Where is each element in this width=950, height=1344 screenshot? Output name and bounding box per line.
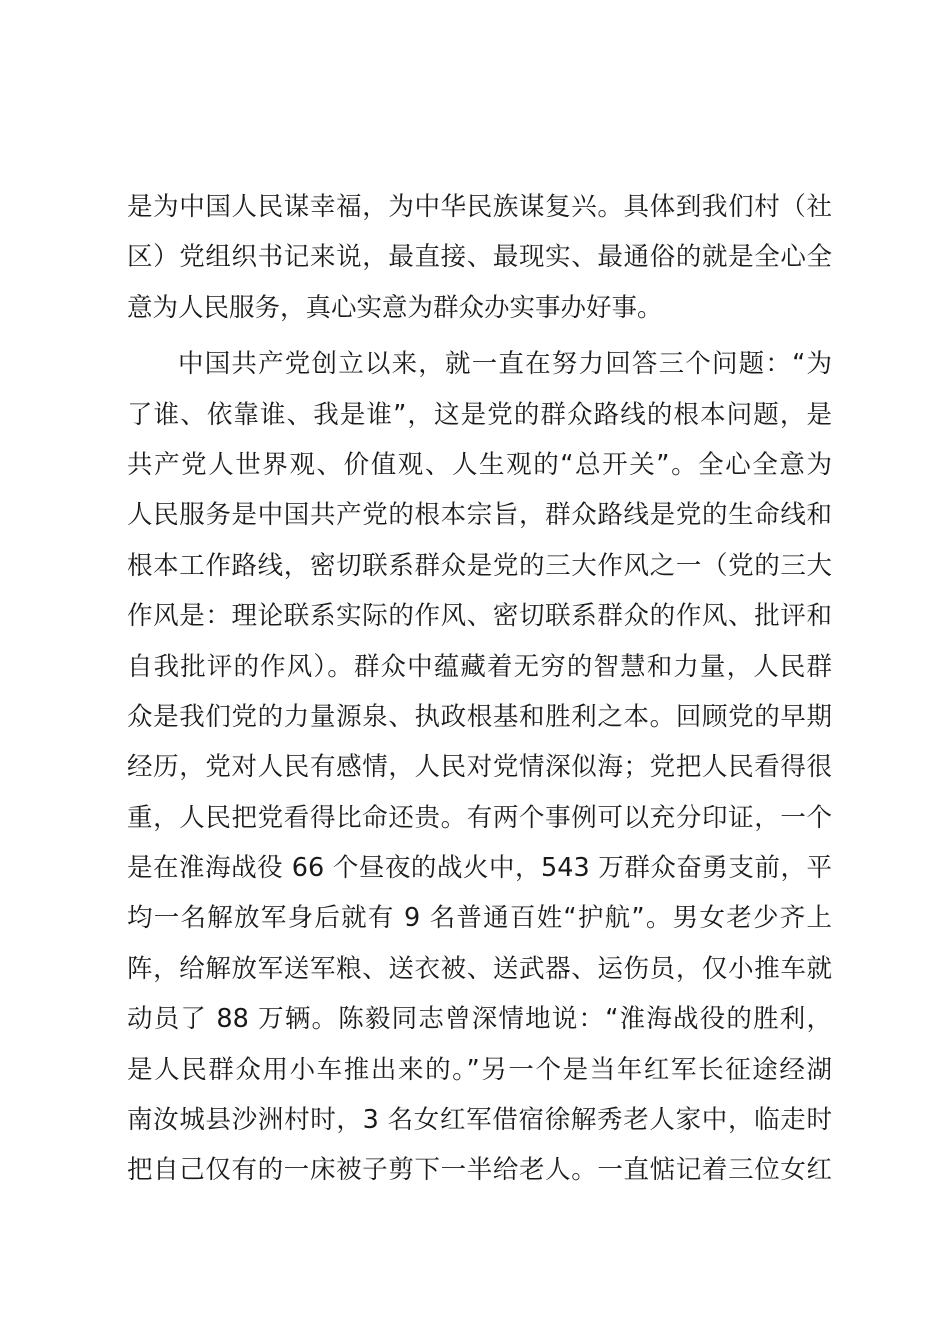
text-line: 共产党人世界观、价值观、人生观的“总开关”。全心全意为 [127, 449, 832, 480]
text-line: 意为人民服务，真心实意为群众办实事办好事。 [127, 292, 663, 323]
text-line: 众是我们党的力量源泉、执政根基和胜利之本。回顾党的早期 [127, 701, 832, 732]
text-line: 把自己仅有的一床被子剪下一半给老人。一直惦记着三位女红 [127, 1155, 832, 1186]
text-line: 是人民群众用小车推出来的。”另一个是当年红军长征途经湖 [127, 1054, 832, 1085]
text-line: 动员了 88 万辆。陈毅同志曾深情地说：“淮海战役的胜利， [127, 1004, 832, 1035]
text-line: 自我批评的作风）。群众中蕴藏着无穷的智慧和力量，人民群 [127, 651, 832, 682]
text-line: 根本工作路线，密切联系群众是党的三大作风之一（党的三大 [127, 550, 832, 581]
text-line: 人民服务是中国共产党的根本宗旨，群众路线是党的生命线和 [127, 500, 832, 531]
text-line: 南汝城县沙洲村时，3 名女红军借宿徐解秀老人家中，临走时 [127, 1105, 832, 1136]
text-line: 是在淮海战役 66 个昼夜的战火中，543 万群众奋勇支前，平 [127, 853, 832, 884]
body-text [127, 182, 832, 1196]
text-line: 作风是：理论联系实际的作风、密切联系群众的作风、批评和 [127, 601, 832, 632]
text-line: 均一名解放军身后就有 9 名普通百姓“护航”。男女老少齐上 [127, 903, 832, 934]
text-line: 阵，给解放军送军粮、送衣被、送武器、运伤员，仅小推车就 [127, 953, 832, 984]
text-line: 是为中国人民谋幸福，为中华民族谋复兴。具体到我们村（社 [127, 192, 832, 222]
text-line: 重，人民把党看得比命还贵。有两个事例可以充分印证，一个 [127, 802, 832, 833]
paragraph-1 [127, 182, 832, 333]
text-line: 区）党组织书记来说，最直接、最现实、最通俗的就是全心全 [127, 242, 832, 273]
text-line: 中国共产党创立以来，就一直在努力回答三个问题：“为 [178, 349, 832, 380]
paragraph-2 [127, 339, 832, 1196]
text-line: 经历，党对人民有感情，人民对党情深似海；党把人民看得很 [127, 752, 832, 783]
text-line: 了谁、依靠谁、我是谁”，这是党的群众路线的根本问题，是 [127, 399, 832, 430]
